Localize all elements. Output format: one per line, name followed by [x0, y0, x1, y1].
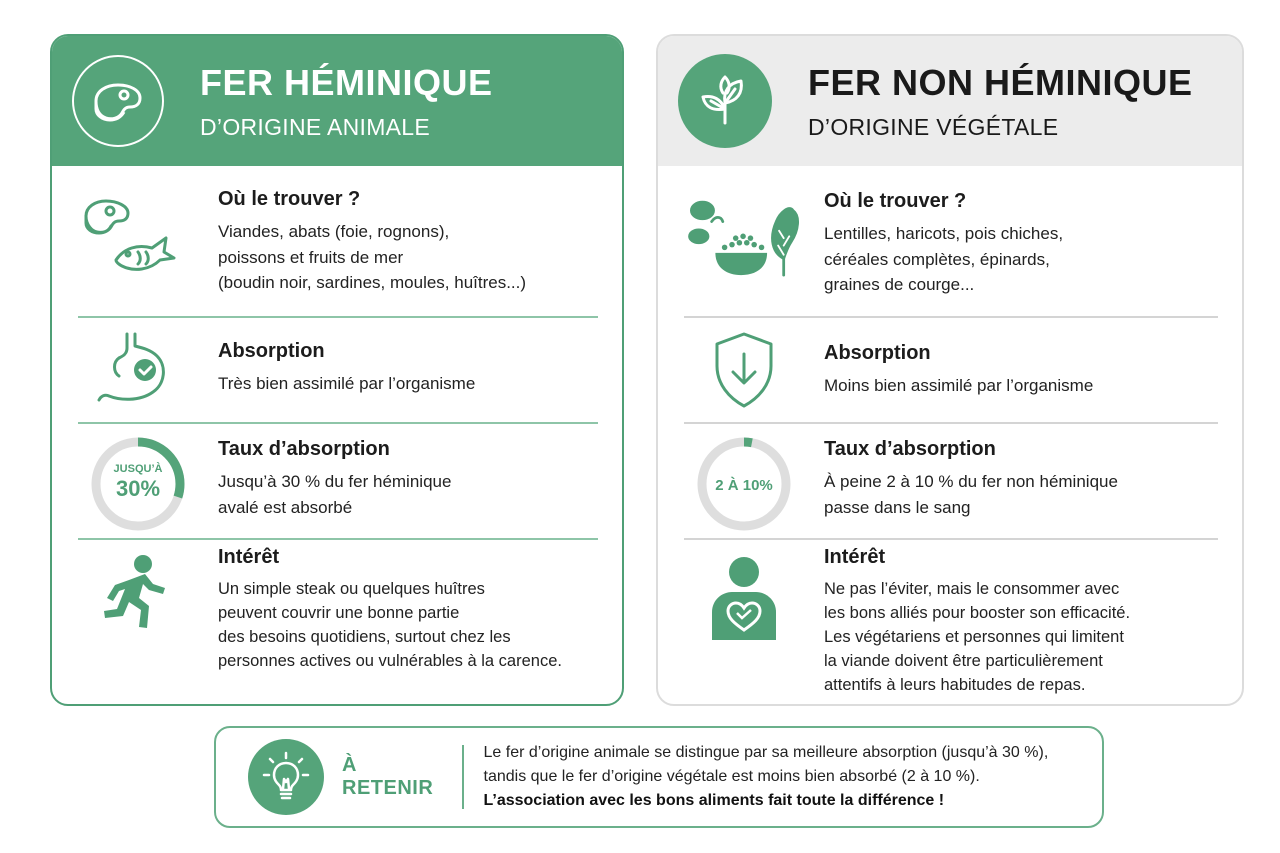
row-absorption-rate: [684, 434, 1218, 534]
row-line: Ne pas l’éviter, mais le consommer avec: [824, 580, 1120, 598]
row-line: Les végétariens et personnes qui limitent: [824, 628, 1124, 646]
row-line: (boudin noir, sardines, moules, huîtres...): [218, 273, 527, 292]
row-title: Taux d’absorption: [824, 438, 996, 460]
non-heme-iron-title: FER NON HÉMINIQUE: [808, 61, 1193, 103]
row-title: Où le trouver ?: [218, 188, 361, 210]
row-absorption: [684, 330, 1218, 410]
row-line: personnes actives ou vulnérables à la carence.: [218, 652, 562, 670]
row-title: Intérêt: [218, 546, 280, 568]
row-line: céréales complètes, épinards,: [824, 249, 1050, 269]
gauge-main-label: 2 À 10%: [715, 477, 773, 494]
lightbulb-icon: [248, 739, 324, 815]
row-interest: [684, 546, 1218, 697]
row-line: Moins bien assimilé par l’organisme: [824, 376, 1094, 395]
takeaway-line: Le fer d’origine animale se distingue par sa meilleure absorption (jusqu’à 30 %),: [483, 744, 1049, 761]
row-title: Intérêt: [824, 546, 886, 568]
heme-iron-title: FER HÉMINIQUE: [200, 61, 493, 103]
row-line: avalé est absorbé: [218, 497, 353, 517]
row-line: Un simple steak ou quelques huîtres: [218, 580, 485, 598]
absorption-gauge: [684, 434, 804, 534]
steak-icon: [72, 55, 164, 147]
divider: [684, 316, 1218, 318]
divider: [78, 422, 598, 424]
row-title: Taux d’absorption: [218, 438, 390, 460]
row-line: graines de courge...: [824, 275, 975, 294]
heme-iron-header: [52, 36, 622, 166]
heme-iron-subtitle: D’ORIGINE ANIMALE: [200, 113, 431, 140]
row-title: Absorption: [824, 342, 931, 364]
row-interest: [78, 546, 598, 673]
non-heme-iron-subtitle: D’ORIGINE VÉGÉTALE: [808, 113, 1059, 140]
meat-fish-icon: [78, 188, 198, 296]
divider: [78, 538, 598, 540]
gauge-top-label: JUSQU’À: [113, 463, 163, 475]
row-absorption-rate: [78, 434, 598, 534]
shield-down-arrow-icon: [684, 330, 804, 410]
row-where-to-find: [78, 188, 598, 296]
row-line: la viande doivent être particulièrement: [824, 652, 1103, 670]
row-line: des besoins quotidiens, surtout chez les: [218, 628, 511, 646]
divider: [684, 538, 1218, 540]
row-title: Où le trouver ?: [824, 190, 967, 212]
row-title: Absorption: [218, 340, 325, 362]
row-line: Très bien assimilé par l’organisme: [218, 374, 476, 393]
row-line: Viandes, abats (foie, rognons),: [218, 222, 450, 241]
key-takeaway-label: À RETENIR: [342, 754, 434, 799]
person-heart-icon: [684, 550, 804, 697]
row-line: peuvent couvrir une bonne partie: [218, 604, 460, 622]
non-heme-iron-card: [656, 34, 1244, 706]
row-line: Jusqu’à 30 % du fer héminique: [218, 472, 452, 491]
key-takeaway-banner: [214, 726, 1104, 828]
row-line: À peine 2 à 10 % du fer non héminique: [824, 472, 1118, 491]
absorption-gauge: [78, 434, 198, 534]
leaves-icon: [678, 54, 772, 148]
row-line: attentifs à leurs habitudes de repas.: [824, 676, 1086, 694]
takeaway-line: tandis que le fer d’origine végétale est moins bien absorbé (2 à 10 %).: [483, 768, 980, 785]
takeaway-emphasis: L’association avec les bons aliments fait toute la différence !: [483, 792, 945, 809]
heme-iron-card: [50, 34, 624, 706]
stomach-check-icon: [78, 330, 198, 410]
gauge-main-label: 30%: [115, 476, 161, 501]
divider: [78, 316, 598, 318]
row-line: les bons alliés pour booster son efficacité.: [824, 604, 1131, 622]
divider: [462, 745, 464, 809]
legumes-spinach-icon: [684, 190, 804, 298]
divider: [684, 422, 1218, 424]
non-heme-iron-header: [658, 36, 1242, 166]
row-absorption: [78, 330, 598, 410]
row-line: passe dans le sang: [824, 497, 971, 517]
row-line: poissons et fruits de mer: [218, 247, 404, 267]
row-line: Lentilles, haricots, pois chiches,: [824, 224, 1064, 243]
row-where-to-find: [684, 190, 1218, 298]
running-person-icon: [78, 550, 198, 673]
